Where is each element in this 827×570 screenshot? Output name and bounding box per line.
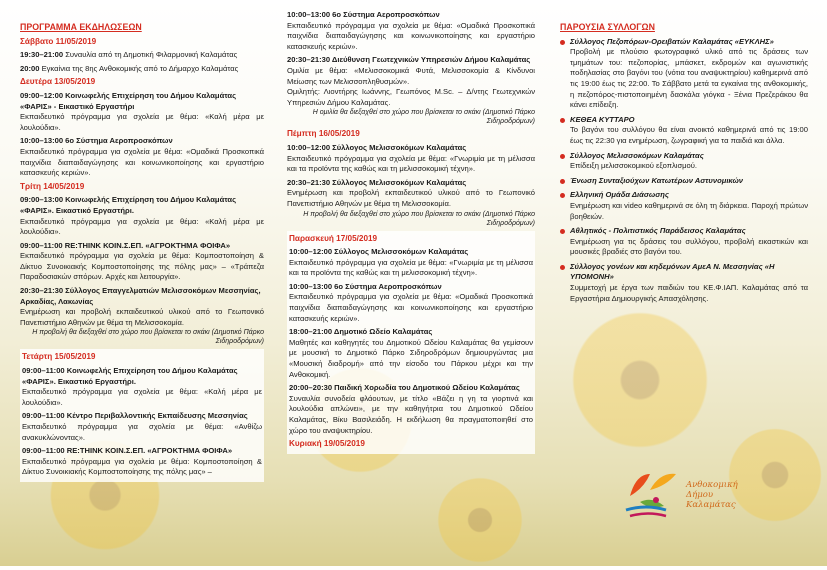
day-block xyxy=(287,129,535,227)
event xyxy=(20,91,264,133)
bullet-icon xyxy=(560,179,565,184)
event xyxy=(287,143,535,175)
association-description: Ενημέρωση για τις δράσεις του συλλόγου, προβολή εικαστικών και μουσικές βραδιές στο βαγόνι του. xyxy=(570,236,808,257)
event-heading: 10:00–12:00 Σύλλογος Μελισσοκόμων Καλαμάτας xyxy=(289,247,469,257)
association-description: Το βαγόνι του συλλόγου θα είναι ανοικτό καθημερινά από τις 19:00 έως τις 22:30 για ενημέρωση, ζωγραφική για τα παιδιά και άλλα. xyxy=(570,125,808,145)
event-description: Εκπαιδευτικό πρόγραμμα για σχολεία με θέμα: «Γνωριμία με τη μέλισσα και τα προϊόντα της καθώς και τη μελισσοκομική τέχνη». xyxy=(287,153,535,174)
event-description: Ομιλία με θέμα: «Μελισσοκομικά Φυτά, Μελισσοκομία & Κίνδυνοι Μείωσης των Μελισσοπληθυσμών». xyxy=(287,65,535,86)
association-name: Ένωση Συνταξιούχων Κατωτέρων Αστυνομικών xyxy=(570,175,743,185)
event-heading: 20:30–21:30 Διεύθυνση Γεωτεχνικών Υπηρεσιών Δήμου Καλαμάτας xyxy=(287,55,531,65)
event-heading: 10:00–12:00 Σύλλογος Μελισσοκόμων Καλαμάτας xyxy=(287,142,467,152)
event xyxy=(289,247,533,279)
event-heading: 10:00–13:00 6ο Σύστημα Αεροπροσκόπων xyxy=(20,136,173,146)
day-block xyxy=(287,231,535,454)
event xyxy=(20,50,264,61)
event xyxy=(20,241,264,283)
background-flower xyxy=(560,300,720,460)
event-note: Η ομιλία θα διεξαχθεί στο χώρο που βρίσκεται το σκάκι (Δημοτικό Πάρκο Σιδηροδρόμων) xyxy=(312,109,535,126)
event-heading: 09:00–11:00 Κοινωφελής Επιχείρηση του Δήμου Καλαμάτας «ΦΑΡΙΣ». Εικαστικό Εργαστήρι. xyxy=(22,366,238,386)
association-description: Ενημέρωση και video καθημερινά σε όλη τη διάρκεια. Παροχή πρώτων βοηθειών. xyxy=(570,200,808,221)
logo-line: Ανθοκομική xyxy=(686,480,738,490)
association-name: Σύλλογος Μελισσοκόμων Καλαμάτας xyxy=(570,150,704,160)
association-description: Προβολή με πλούσιο φωτογραφικό υλικό από τις δράσεις των τμημάτων του: πεζοπορίας, μπάσκετ, εκδρομών και αγωνιστικής ποδηλασίας στο βαγόνι του (νότια του αναψυκτηρίου) καθημερινά από τις 19:00 έως τις 22:00. Το Σάββατο μετά τα εγκαίνια της ανθοκομικής, η πεζοπόρος-πιστοποιημένη δασκάλα γιόγκα - Ξένια Πρεζεράκου θα κάνει επίδειξη. xyxy=(570,47,808,110)
event-heading: 20:00–20:30 Παιδική Χορωδία του Δημοτικού Ωδείου Καλαμάτας xyxy=(289,383,520,393)
event-description: Συναυλία από τη Δημοτική Φιλαρμονική Καλαμάτας xyxy=(65,50,238,60)
association-name: Σύλλογος Πεζοπόρων-Ορειβατών Καλαμάτας «ΕΥΚΛΗΣ» xyxy=(570,36,774,46)
event xyxy=(20,64,264,75)
event-description: Εκπαιδευτικό πρόγραμμα για σχολεία με θέμα: «Γνωριμία με τη μέλισσα και τα προϊόντα της καθώς και τη μελισσοκομική τέχνη». xyxy=(289,257,533,278)
event xyxy=(22,411,262,443)
day-title: Τρίτη 14/05/2019 xyxy=(20,181,85,191)
event-description: Εκπαιδευτικό πρόγραμμα για σχολεία με θέμα: «Καλή μέρα με λουλούδια». xyxy=(22,387,262,407)
anthokomiki-logo xyxy=(620,466,760,526)
event-note: Η προβολή θα διεξαχθεί στο χώρο που βρίσκεται το σκάκι (Δημοτικό Πάρκο Σιδηροδρόμων) xyxy=(32,329,264,346)
bullet-icon xyxy=(560,118,565,123)
event-heading: 18:00–21:00 Δημοτικό Ωδείο Καλαμάτας xyxy=(289,327,433,337)
association-item xyxy=(560,151,808,172)
event xyxy=(287,55,535,126)
bullet-icon xyxy=(560,40,565,45)
event-description: Ενημέρωση και προβολή εκπαιδευτικού υλικού από το Γεωπονικό Πανεπιστήμιο Αθηνών με θέμα τη Μελισσοκομία. xyxy=(287,188,535,208)
association-description: Συμμετοχή με έργα των παιδιών του ΚΕ.Φ.ΙΑΠ. Καλαμάτας από τα Εργαστήρια Δημιουργικής Απασχόλησης. xyxy=(570,283,808,303)
day-title: Σάββατο 11/05/2019 xyxy=(20,36,97,46)
event-heading: 10:00–13:00 6ο Σύστημα Αεροπροσκόπων xyxy=(289,281,442,291)
program-title: ΠΡΟΓΡΑΜΜΑ ΕΚΔΗΛΩΣΕΩΝ xyxy=(20,22,142,32)
event-heading: 09:00–11:00 Κέντρο Περιβαλλοντικής Εκπαίδευσης Μεσσηνίας xyxy=(22,411,248,421)
day-title: Κυριακή 19/05/2019 xyxy=(289,439,365,449)
event xyxy=(20,286,264,346)
logo-line: Δήμου xyxy=(686,490,714,500)
event-description: Εκπαιδευτικό πρόγραμμα για σχολεία με θέμα: «Ομαδικά Προσκοπικά παιχνίδια διαπαιδαγώγησης και κοινωνικοποίησης και εργαστήριο κατασκευής κεριών». xyxy=(20,146,264,178)
association-item xyxy=(560,176,808,187)
association-name: ΚΕΘΕΑ ΚΥΤΤΑΡΟ xyxy=(570,114,635,124)
event-time: 19:30–21:00 xyxy=(20,50,64,60)
day-title: Πέμπτη 16/05/2019 xyxy=(287,129,360,139)
day-title: Παρασκευή 17/05/2019 xyxy=(289,233,378,243)
association-name: Σύλλογος γονέων και κηδεμόνων ΑμεΑ Ν. Μεσσηνίας «Η ΥΠΟΜΟΝΗ» xyxy=(570,261,775,282)
association-name: Ελληνική Ομάδα Διάσωσης xyxy=(570,190,669,200)
association-item xyxy=(560,190,808,222)
event-description: Εκπαιδευτικό πρόγραμμα για σχολεία με θέμα: «Καλή μέρα με λουλούδια». xyxy=(20,112,264,132)
day-block xyxy=(20,77,264,178)
bullet-icon xyxy=(560,229,565,234)
bullet-icon xyxy=(560,193,565,198)
event-description: Εκπαιδευτικό πρόγραμμα για σχολεία με θέμα: «Ομαδικά Προσκοπικά παιχνίδια διαπαιδαγώγησης και κοινωνικοποίησης και εργαστήριο κατασκευής κεριών». xyxy=(289,292,533,323)
event-heading: 09:00–11:00 RE:THINK ΚΟΙΝ.Σ.ΕΠ. «ΑΓΡΟΚΤΗΜΑ ΦΟΙΦΑ» xyxy=(22,446,233,456)
event-description: Εκπαιδευτικό πρόγραμμα για σχολεία με θέμα: Κομποστοποίηση & Δίκτυο Συνοικιακής Κομποστοποίησης της πόλης μας» – xyxy=(22,456,262,477)
day-block xyxy=(20,37,264,75)
association-name: Αθλητικός - Πολιτιστικός Παράδεισος Καλαμάτας xyxy=(570,226,746,236)
event-description: Συναυλία συνοδεία φλάουτων, με τίτλο «Βάζει η γη τα γιορτινά και λουλούδια απλώνει», με την καθηγήτρια του Δημοτικού Ωδείου Καλαμάτας, Βίκυ Βασιλειάδη. Η εκδήλωση θα πραγματοποιηθεί στο χώρο του αναψυκτηρίου. xyxy=(289,393,533,435)
event xyxy=(289,383,533,436)
day-title: Τετάρτη 15/05/2019 xyxy=(22,352,96,362)
associations-title: ΠΑΡΟΥΣΙΑ ΣΥΛΛΟΓΩΝ xyxy=(560,22,655,32)
event-description: Εκπαιδευτικό πρόγραμμα για σχολεία με θέμα: «Ανθίζω ανακυκλώνοντας». xyxy=(22,422,262,442)
event xyxy=(287,178,535,228)
background-flower xyxy=(430,470,530,570)
event xyxy=(289,282,533,324)
day-block xyxy=(20,182,264,347)
event-heading: 10:00–13:00 6ο Σύστημα Αεροπροσκόπων xyxy=(287,10,440,19)
association-item xyxy=(560,262,808,304)
event-description: Εκπαιδευτικό πρόγραμμα για σχολεία με θέμα: «Καλή μέρα με λουλούδια». xyxy=(20,216,264,237)
event-note: Η προβολή θα διεξαχθεί στο χώρο που βρίσκεται το σκάκι (Δημοτικό Πάρκο Σιδηροδρόμων) xyxy=(303,210,535,227)
event xyxy=(289,327,533,380)
event xyxy=(22,366,262,408)
association-item xyxy=(560,115,808,147)
event xyxy=(20,195,264,237)
bullet-icon xyxy=(560,154,565,159)
event xyxy=(22,446,262,478)
bullet-icon xyxy=(560,265,565,270)
logo-text xyxy=(686,480,738,510)
event-description: Εγκαίνια της 8ης Ανθοκομικής από το Δήμαρχο Καλαμάτας xyxy=(41,63,239,73)
day-title: Δευτέρα 13/05/2019 xyxy=(20,77,96,87)
event-heading: 09:00–12:00 Κοινωφελής Επιχείρηση του Δήμου Καλαμάτας «ΦΑΡΙΣ» - Εικαστικό Εργαστήρι xyxy=(20,90,237,111)
event xyxy=(287,10,535,52)
program-column-2 xyxy=(287,10,535,454)
association-item xyxy=(560,226,808,258)
association-item xyxy=(560,37,808,111)
event-description: Μαθητές και καθηγητές του Δημοτικού Ωδείου Καλαμάτας θα γεμίσουν με μουσική το Δημοτικό Πάρκο Σιδηροδρόμων δημιουργώντας μια «Μουσική διαδρομή» από την είσοδο του Πάρκου μέχρι και την Ανθοκομική. xyxy=(289,337,533,379)
event-description: Εκπαιδευτικό πρόγραμμα για σχολεία με θέμα: Κομποστοποίηση & Δίκτυο Συνοικιακής Κομποστοποίησης της πόλης μας» – «Τράπεζα Παραδοσιακών σπόρων. Αρχές και λειτουργία». xyxy=(20,251,264,282)
event-heading: 20:30–21:30 Σύλλογος Μελισσοκόμων Καλαμάτας xyxy=(287,177,467,187)
association-description: Επίδειξη μελισσοκομικού εξοπλισμού. xyxy=(570,161,698,171)
event-description: Εκπαιδευτικό πρόγραμμα για σχολεία με θέμα: «Ομαδικά Προσκοπικά παιχνίδια διαπαιδαγώγησης και κοινωνικοποίησης και εργαστήριο κατασκευής κεριών». xyxy=(287,20,535,51)
event-heading: 09:00–11:00 RE:THINK ΚΟΙΝ.Σ.ΕΠ. «ΑΓΡΟΚΤΗΜΑ ΦΟΙΦΑ» xyxy=(20,240,231,250)
day-block xyxy=(20,349,264,482)
logo-line: Καλαμάτας xyxy=(686,500,736,510)
event-heading: 09:00–13:00 Κοινωφελής Επιχείρηση του Δήμου Καλαμάτας «ΦΑΡΙΣ». Εικαστικό Εργαστήρι. xyxy=(20,195,237,215)
associations-column xyxy=(560,22,808,308)
event-speaker: Ομιλητής: Λιοντήρης Ιωάννης, Γεωπόνος M.Sc. – Δ/ντης Γεωτεχνικών Υπηρεσιών Δήμου Καλαμάτας. xyxy=(287,87,535,107)
event-time: 20:00 xyxy=(20,63,40,73)
event-heading: 20:30–21:30 Σύλλογος Επαγγελματιών Μελισσοκόμων Μεσσηνίας, Αρκαδίας, Λακωνίας xyxy=(20,286,261,306)
program-column-1 xyxy=(20,22,264,482)
event xyxy=(20,136,264,178)
flower-logo-icon xyxy=(620,466,684,526)
event-description: Ενημέρωση και προβολή εκπαιδευτικού υλικού από το Γεωπονικό Πανεπιστήμιο Αθηνών με θέμα τη Μελισσοκομία. xyxy=(20,307,264,327)
